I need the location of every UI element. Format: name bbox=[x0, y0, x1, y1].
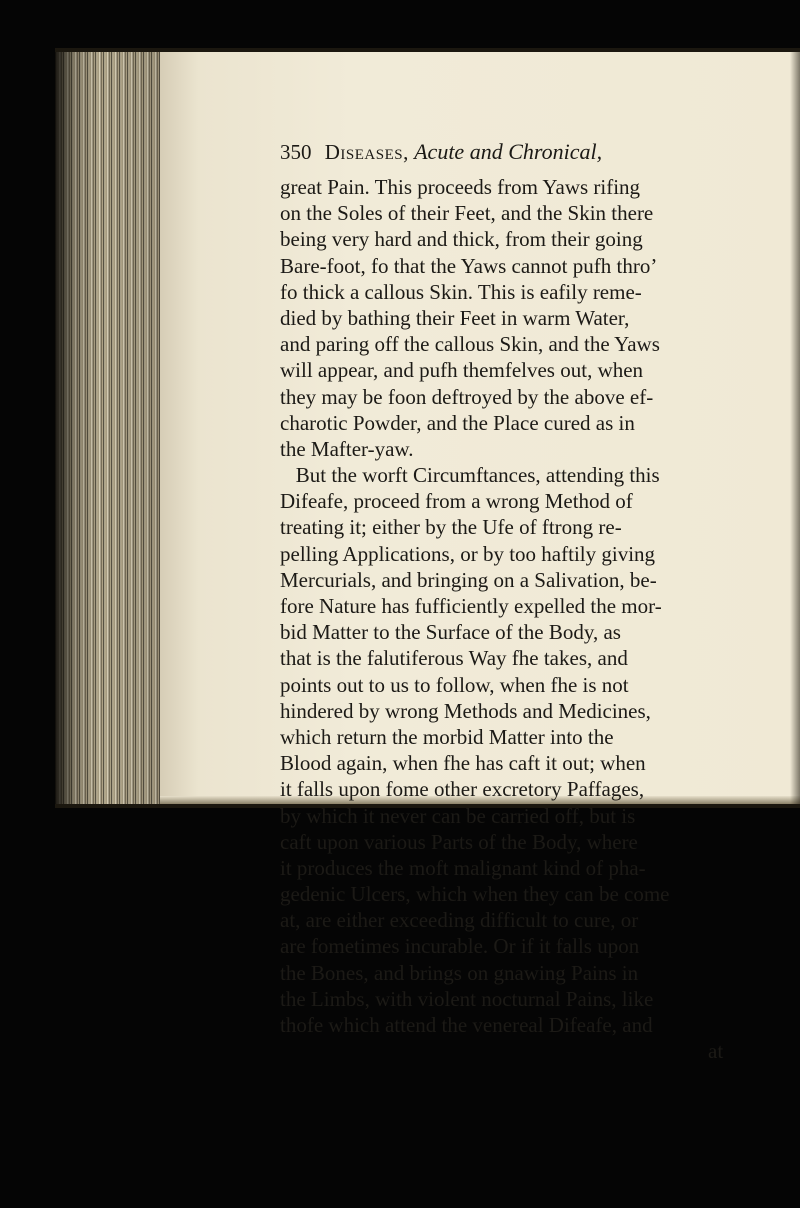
text-line: fore Nature has fufficiently expelled the mor- bbox=[280, 594, 662, 618]
text-line: Blood again, when fhe has caft it out; when bbox=[280, 751, 646, 776]
body-text bbox=[280, 174, 800, 1038]
text-line: being very hard and thick, from their going bbox=[280, 227, 643, 252]
text-line: are fometimes incurable. Or if it falls upon bbox=[280, 934, 640, 959]
text-line: hindered by wrong Methods and Medicines, bbox=[280, 698, 651, 723]
running-header bbox=[280, 130, 800, 174]
text-line: by which it never can be carried off, but is bbox=[280, 803, 636, 828]
text-line: gedenic Ulcers, which when they can be come bbox=[280, 882, 670, 907]
text-line: which return the morbid Matter into the bbox=[280, 724, 614, 749]
text-line: caft upon various Parts of the Body, where bbox=[280, 829, 638, 854]
text-line: on the Soles of their Feet, and the Skin there bbox=[280, 201, 654, 226]
text-line: Bare-foot, fo that the Yaws cannot pufh thro’ bbox=[280, 253, 658, 278]
text-line: Difeafe, proceed from a wrong Method of bbox=[280, 489, 633, 514]
text-line: thofe which attend the venereal Difeafe, and bbox=[280, 1013, 653, 1037]
text-line: died by bathing their Feet in warm Water, bbox=[280, 305, 630, 330]
running-title: Diseases, bbox=[324, 140, 409, 164]
text-line: Mercurials, and bringing on a Salivation, be- bbox=[280, 567, 657, 592]
text-line: bid Matter to the Surface of the Body, as bbox=[280, 620, 621, 645]
text-line: it produces the moft malignant kind of pha- bbox=[280, 855, 646, 880]
text-line: the Bones, and brings on gnawing Pains in bbox=[280, 960, 639, 985]
text-line: pelling Applications, or by too haftily giving bbox=[280, 541, 656, 566]
text-line: the Limbs, with violent nocturnal Pains, like bbox=[280, 986, 654, 1011]
text-line: and paring off the callous Skin, and the Yaws bbox=[280, 332, 660, 357]
catchword: at bbox=[708, 1039, 724, 1064]
page-text-block bbox=[280, 130, 800, 1064]
text-line: the Mafter-yaw. bbox=[280, 436, 414, 461]
page-number: 350 bbox=[280, 140, 312, 164]
text-line: treating it; either by the Ufe of ftrong re- bbox=[280, 515, 622, 540]
text-line: it falls upon fome other excretory Paffages, bbox=[280, 777, 645, 802]
text-line: will appear, and pufh themfelves out, when bbox=[280, 358, 644, 383]
text-line: they may be foon deftroyed by the above ef- bbox=[280, 384, 654, 409]
text-line: But the worft Circumftances, attending this bbox=[280, 463, 660, 488]
page-edges-shadow bbox=[55, 52, 167, 804]
text-line: fo thick a callous Skin. This is eafily reme- bbox=[280, 279, 642, 304]
running-title-italic: Acute and Chronical, bbox=[414, 139, 603, 164]
text-line: at, are either exceeding difficult to cure, or bbox=[280, 908, 639, 933]
text-line: that is the falutiferous Way fhe takes, and bbox=[280, 646, 628, 671]
text-line: great Pain. This proceeds from Yaws rifing bbox=[280, 175, 641, 199]
text-line: charotic Powder, and the Place cured as in bbox=[280, 410, 635, 435]
text-line: points out to us to follow, when fhe is not bbox=[280, 672, 629, 697]
